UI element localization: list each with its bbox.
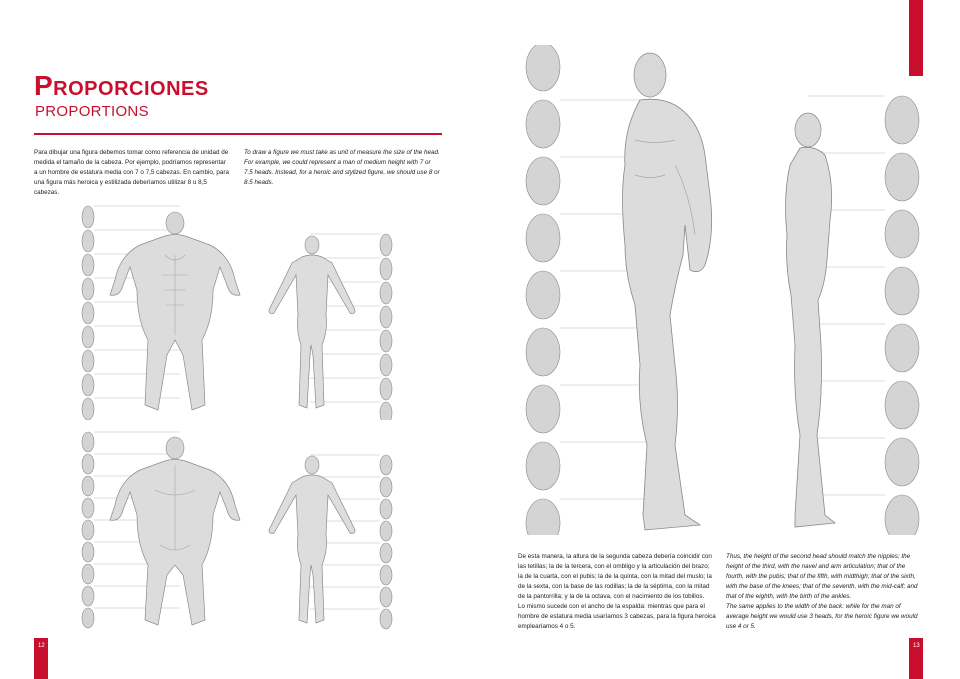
- scale-head-icon: [526, 328, 560, 376]
- scale-head-icon: [380, 609, 392, 629]
- page-subtitle: PROPORTIONS: [35, 103, 149, 120]
- scale-head-icon: [82, 432, 94, 452]
- back-proportions-figure: [70, 430, 410, 630]
- heroic-back-figure: [110, 437, 240, 625]
- scale-head-icon: [380, 499, 392, 519]
- scale-head-icon: [82, 302, 94, 324]
- scale-head-icon: [885, 267, 919, 315]
- right-page: [480, 0, 960, 679]
- scale-head-icon: [82, 608, 94, 628]
- scale-head-icon: [380, 455, 392, 475]
- proportions-text-en-1: Thus, the height of the second head should match the nipples; the height of the third, with the navel and arm articulation; that of the fourth, with the pubis; that of the fifth, with midthigh; that of the sixth, with the base of the knees; that of the seventh, with the mid-calf; and that of the eighth, with the birth of the ankles.: [726, 553, 918, 600]
- scale-head-icon: [82, 542, 94, 562]
- scale-head-icon: [526, 499, 560, 535]
- scale-head-icon: [380, 477, 392, 497]
- scale-head-icon: [380, 234, 392, 256]
- proportions-text-en: [726, 552, 922, 632]
- scale-head-icon: [380, 354, 392, 376]
- scale-head-icon: [82, 278, 94, 300]
- scale-head-icon: [380, 306, 392, 328]
- scale-head-icon: [885, 153, 919, 201]
- proportions-text-es: [518, 552, 716, 632]
- scale-head-icon: [82, 586, 94, 606]
- scale-head-icon: [380, 402, 392, 420]
- scale-head-icon: [885, 438, 919, 486]
- scale-head-icon: [82, 564, 94, 584]
- intro-text-en: To draw a figure we must take as unit of measure the size of the head. For example, we could represent a man of medium height with 7 or 7.5 heads. Instead, for a heroic and stylized figure, we should use 8 or 8.5 heads.: [244, 149, 440, 186]
- scale-head-icon: [380, 565, 392, 585]
- intro-text-es: Para dibujar una figura debemos tomar como referencia de unidad de medida el tamaño de la cabeza. Por ejemplo, podríamos representar a un hombre de estatura media con 7 o 7,5 cabezas. En cambio, para una figura más heroica y estilizada deberíamos utilizar 8 u 8,5 cabezas.: [34, 149, 229, 196]
- heroic-front-figure: [110, 212, 240, 410]
- scale-head-icon: [526, 271, 560, 319]
- scale-head-icon: [380, 587, 392, 607]
- front-proportions-figure: [70, 205, 410, 420]
- scale-head-icon: [526, 45, 560, 91]
- scale-head-icon: [82, 254, 94, 276]
- scale-head-icon: [526, 442, 560, 490]
- scale-head-icon: [885, 381, 919, 429]
- scale-head-icon: [82, 520, 94, 540]
- scale-head-icon: [82, 498, 94, 518]
- title-rule: [34, 133, 442, 135]
- scale-head-icon: [526, 157, 560, 205]
- scale-head-icon: [526, 214, 560, 262]
- scale-head-icon: [380, 543, 392, 563]
- scale-head-icon: [82, 374, 94, 396]
- proportions-text-es-2: Lo mismo sucede con el ancho de la espalda: mientras que para el hombre de estatura media usaríamos 3 cabezas, para la figura heroica emplearíamos 4 o 5.: [518, 603, 716, 630]
- heroic-profile-figure: [623, 53, 712, 530]
- scale-head-icon: [82, 206, 94, 228]
- page-title: Proporciones: [34, 70, 209, 101]
- scale-head-icon: [82, 398, 94, 420]
- page-number-right: 13: [913, 643, 920, 649]
- scale-head-icon: [380, 330, 392, 352]
- scale-head-icon: [380, 521, 392, 541]
- proportions-text-en-2: The same applies to the width of the back: while for the man of average height we would use 3 heads, for the heroic figure we would use 4 or 5.: [726, 603, 918, 630]
- scale-head-icon: [82, 476, 94, 496]
- scale-head-icon: [82, 454, 94, 474]
- page-number: 12: [38, 643, 45, 649]
- proportions-text-es-1: De esta manera, la altura de la segunda cabeza debería coincidir con las tetillas; la de la tercera, con el ombligo y la articulación del brazo; la de la cuarta, con el pubis; la de la quinta, con la mitad del muslo; la de la sexta, con la base de las rodillas; la de la séptima, con la mitad de la pantorrilla; y la de la octava, con el nacimiento de los tobillos.: [518, 553, 712, 600]
- scale-head-icon: [380, 282, 392, 304]
- scale-head-icon: [82, 230, 94, 252]
- average-front-figure: [269, 236, 355, 408]
- scale-head-icon: [380, 258, 392, 280]
- scale-head-icon: [82, 350, 94, 372]
- average-back-figure: [269, 456, 355, 623]
- scale-head-icon: [526, 100, 560, 148]
- scale-head-icon: [82, 326, 94, 348]
- scale-head-icon: [526, 385, 560, 433]
- scale-head-icon: [885, 495, 919, 535]
- scale-head-icon: [885, 210, 919, 258]
- profile-proportions-figure: [525, 45, 925, 535]
- average-profile-figure: [786, 113, 835, 527]
- scale-head-icon: [885, 324, 919, 372]
- scale-head-icon: [380, 378, 392, 400]
- scale-head-icon: [885, 96, 919, 144]
